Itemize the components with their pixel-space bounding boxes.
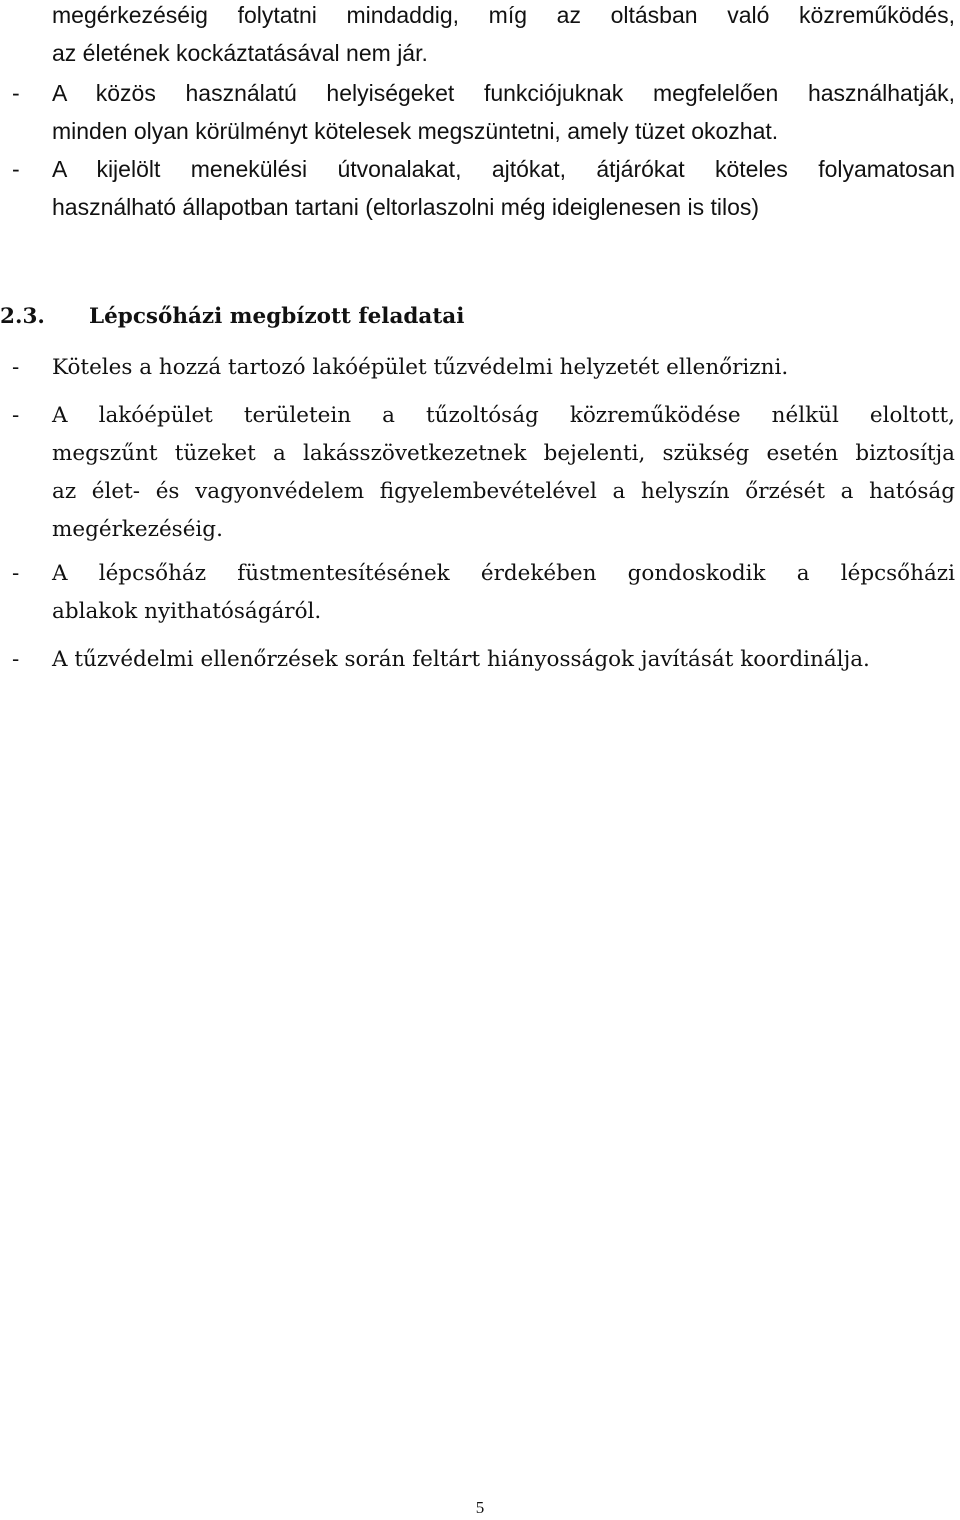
list-item-line: A kijelölt menekülési útvonalakat, ajtókat, átjárókat köteles folyamatosan <box>52 156 955 182</box>
intro-line-1: megérkezéséig folytatni mindaddig, míg az oltásban való közreműködés, <box>52 2 955 28</box>
section-heading <box>0 298 960 336</box>
list-item-line: megérkezéséig. <box>52 517 223 542</box>
list-item-line: A lakóépület területein a tűzoltóság közreműködése nélkül eloltott, <box>52 403 955 428</box>
page-number: 5 <box>475 1498 485 1517</box>
bullet-dash: - <box>12 561 20 586</box>
bullet-list-a <box>0 74 960 226</box>
intro-paragraph <box>0 0 960 72</box>
list-item-line: megszűnt tüzeket a lakásszövetkezetnek bejelenti, szükség esetén biztosítja <box>52 441 955 466</box>
list-item <box>0 150 960 226</box>
bullet-dash: - <box>12 80 20 106</box>
list-item <box>0 74 960 150</box>
list-item-line: A közös használatú helyiségeket funkciójuknak megfelelően használhatják, <box>52 80 955 106</box>
list-item-line: ablakok nyithatóságáról. <box>52 599 322 624</box>
list-item-line: A lépcsőház füstmentesítésének érdekében gondoskodik a lépcsőházi <box>52 561 955 586</box>
bullet-list-b <box>0 349 960 387</box>
list-item-line: használható állapotban tartani (eltorlaszolni még ideiglenesen is tilos) <box>52 194 760 220</box>
bullet-dash: - <box>12 647 20 672</box>
list-item-line: Köteles a hozzá tartozó lakóépület tűzvédelmi helyzetét ellenőrizni. <box>52 355 789 380</box>
list-item-line: minden olyan körülményt kötelesek megszüntetni, amely tüzet okozhat. <box>52 118 779 144</box>
intro-line-2: az életének kockáztatásával nem jár. <box>52 40 428 66</box>
bullet-dash: - <box>12 403 20 428</box>
list-item <box>0 555 960 631</box>
bullet-dash: - <box>12 355 20 380</box>
list-item <box>0 397 960 549</box>
bullet-dash: - <box>12 156 20 182</box>
list-item-line: A tűzvédelmi ellenőrzések során feltárt hiányosságok javítását koordinálja. <box>52 647 870 672</box>
list-item <box>0 349 960 387</box>
section-number: 2.3. <box>0 304 45 329</box>
section-title: Lépcsőházi megbízott feladatai <box>89 304 465 329</box>
list-item <box>0 641 960 679</box>
list-item-line: az élet- és vagyonvédelem figyelembevételével a helyszín őrzését a hatóság <box>52 479 955 504</box>
